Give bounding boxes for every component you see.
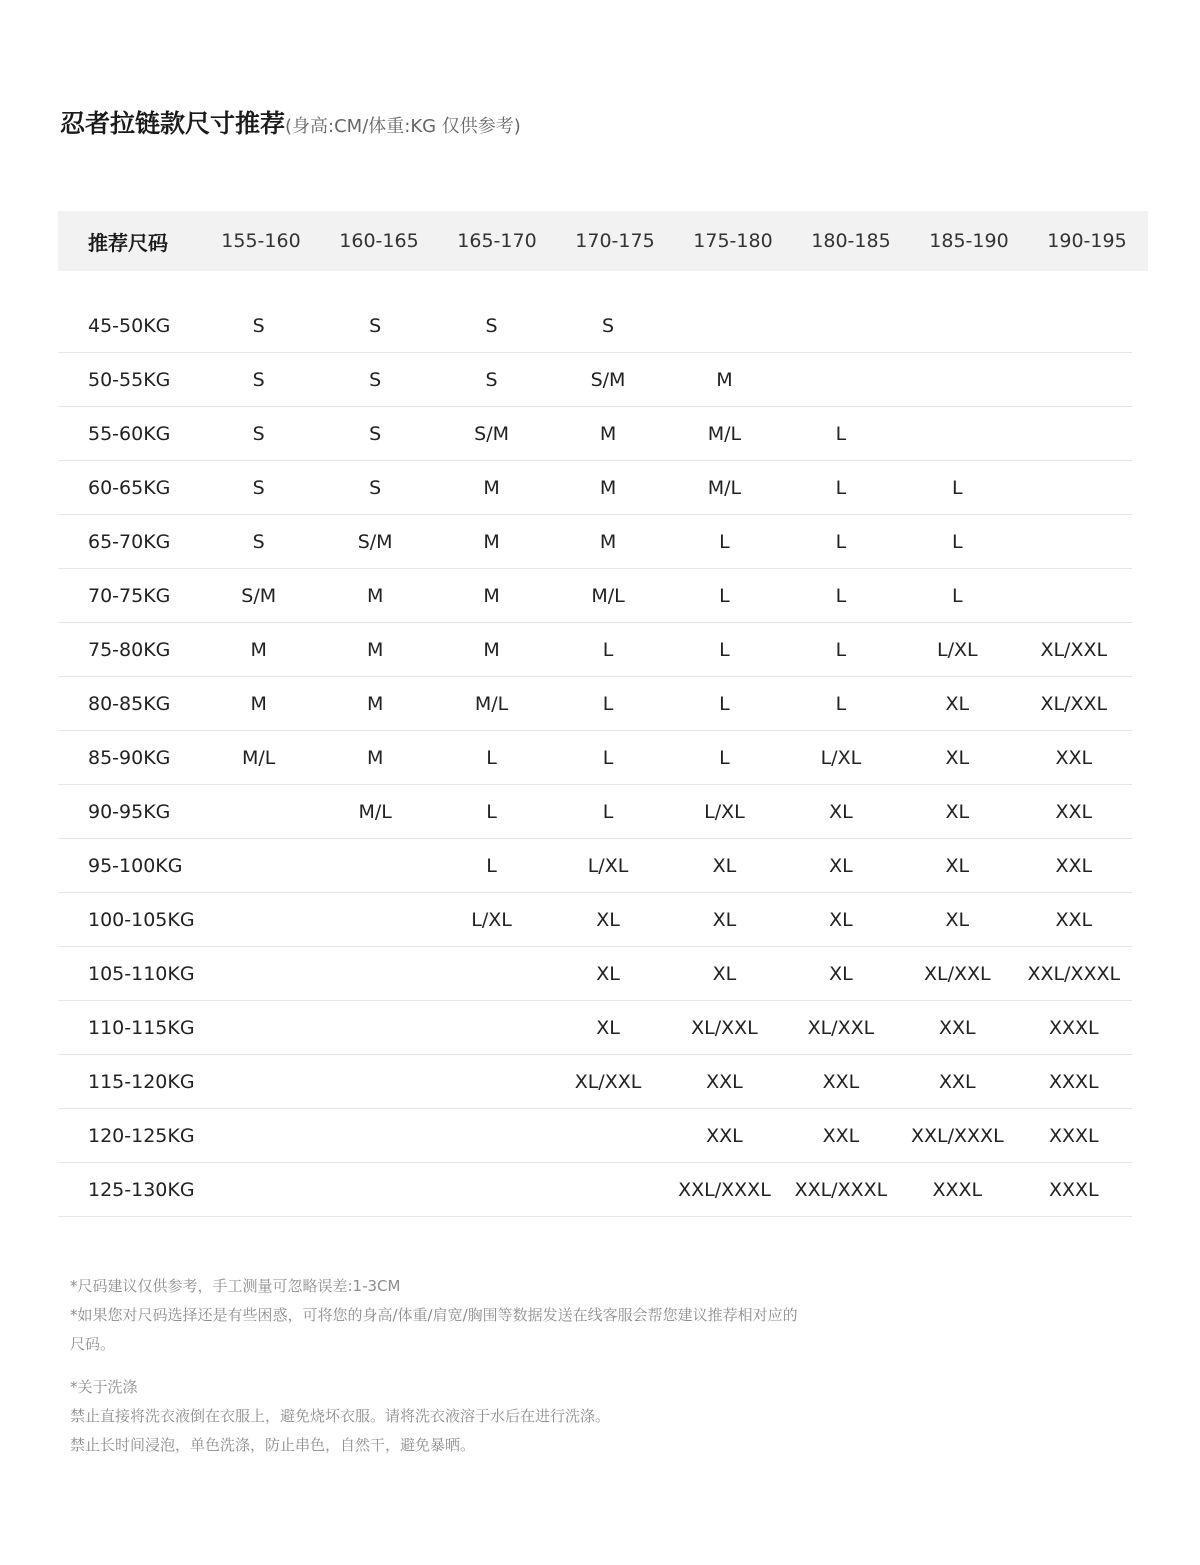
- header-height-column: 155-160: [221, 230, 301, 252]
- size-cell: L: [486, 746, 497, 769]
- size-cell: XL: [945, 908, 970, 931]
- table-row: [58, 893, 1132, 947]
- table-row: [58, 1163, 1132, 1217]
- size-cell: XL/XXL: [807, 1016, 875, 1039]
- table-header-row: [58, 211, 1148, 271]
- size-cell: M: [366, 692, 384, 715]
- weight-label: 90-95KG: [88, 800, 171, 823]
- size-cell: L: [835, 422, 847, 445]
- size-cell: XXL: [1055, 908, 1093, 931]
- table-row: [58, 731, 1132, 785]
- weight-label: 70-75KG: [88, 584, 171, 607]
- size-cell: XXXL: [1048, 1178, 1099, 1201]
- size-cell: M: [483, 584, 500, 607]
- size-cell: L: [835, 692, 847, 715]
- size-cell: S: [252, 368, 265, 391]
- size-cell: S: [252, 422, 265, 445]
- size-cell: M/L: [707, 476, 742, 499]
- size-cell: S: [252, 314, 265, 337]
- size-cell: XL/XXL: [1040, 692, 1108, 715]
- size-cell: XXL/XXXL: [911, 1124, 1004, 1147]
- size-cell: XL: [945, 692, 970, 715]
- header-height-column: 190-195: [1047, 230, 1127, 252]
- size-cell: XXL: [1055, 854, 1093, 877]
- size-cell: XL: [712, 854, 737, 877]
- size-cell: XXL: [706, 1070, 743, 1093]
- size-cell: L/XL: [820, 746, 862, 769]
- weight-label: 75-80KG: [88, 638, 171, 661]
- size-cell: L: [952, 476, 963, 499]
- size-cell: M/L: [242, 746, 276, 769]
- size-cell: M/L: [358, 800, 392, 823]
- size-cell: XL: [945, 800, 970, 823]
- size-cell: XXL/XXXL: [794, 1178, 888, 1201]
- weight-label: 95-100KG: [88, 854, 183, 877]
- table-row: [58, 569, 1132, 623]
- weight-label: 100-105KG: [88, 908, 195, 931]
- size-cell: M: [366, 746, 384, 769]
- notes-section: [70, 1272, 798, 1460]
- size-cell: S: [252, 530, 265, 553]
- table-row: [58, 839, 1132, 893]
- weight-label: 110-115KG: [88, 1016, 195, 1039]
- note-consult: *如果您对尺码选择还是有些困惑，可将您的身高/体重/肩宽/胸围等数据发送在线客服会帮您建议推荐相对应的: [70, 1306, 798, 1324]
- size-cell: XL/XXL: [1040, 638, 1108, 661]
- weight-label: 80-85KG: [88, 692, 171, 715]
- size-cell: S/M: [590, 368, 626, 391]
- size-cell: L: [835, 638, 847, 661]
- size-cell: XXXL: [932, 1178, 983, 1201]
- size-cell: S/M: [357, 530, 393, 553]
- weight-label: 85-90KG: [88, 746, 171, 769]
- size-cell: M: [250, 692, 267, 715]
- size-cell: M: [599, 530, 617, 553]
- weight-label: 55-60KG: [88, 422, 171, 445]
- size-cell: XXL/XXXL: [1027, 962, 1121, 985]
- size-cell: M/L: [707, 422, 742, 445]
- size-cell: XXL: [939, 1070, 976, 1093]
- size-cell: XXXL: [1048, 1124, 1099, 1147]
- size-cell: S: [369, 422, 382, 445]
- title-main: 忍者拉链款尺寸推荐: [60, 109, 286, 138]
- size-cell: XXL: [1055, 800, 1093, 823]
- size-cell: XXXL: [1048, 1070, 1099, 1093]
- size-cell: L: [486, 854, 497, 877]
- size-cell: M: [250, 638, 267, 661]
- table-row: [58, 947, 1132, 1001]
- weight-label: 125-130KG: [88, 1178, 195, 1201]
- note-measurement: *尺码建议仅供参考，手工测量可忽略误差:1-3CM: [70, 1277, 401, 1295]
- table-row: [58, 785, 1132, 839]
- size-cell: M/L: [474, 692, 509, 715]
- size-cell: M: [366, 584, 384, 607]
- table-row: [58, 407, 1132, 461]
- title-subtitle: (身高:CM/体重:KG 仅供参考): [285, 116, 521, 137]
- size-cell: L: [602, 692, 614, 715]
- weight-label: 115-120KG: [88, 1070, 195, 1093]
- size-cell: XXL: [822, 1124, 860, 1147]
- notes-spacer: [70, 1359, 798, 1373]
- size-cell: L: [719, 746, 730, 769]
- size-cell: L: [486, 800, 497, 823]
- size-cell: XL/XXL: [574, 1070, 642, 1093]
- size-recommendation-table: [58, 211, 1148, 1217]
- table-row: [58, 1109, 1132, 1163]
- size-cell: S: [485, 314, 498, 337]
- table-row: [58, 1001, 1132, 1055]
- size-cell: M: [366, 638, 384, 661]
- size-cell: M: [483, 530, 500, 553]
- wash-instruction: 禁止长时间浸泡，单色洗涤，防止串色，自然干，避免暴晒。: [70, 1436, 476, 1454]
- page-title: [60, 104, 521, 147]
- size-cell: M: [599, 476, 617, 499]
- size-cell: XL/XXL: [924, 962, 991, 985]
- size-cell: L: [719, 692, 730, 715]
- size-cell: XL: [829, 962, 853, 985]
- size-cell: S: [252, 476, 265, 499]
- size-cell: XL: [596, 908, 620, 931]
- header-height-column: 160-165: [339, 230, 419, 252]
- size-cell: S: [601, 314, 615, 337]
- table-row: [58, 677, 1132, 731]
- wash-title: *关于洗涤: [70, 1378, 138, 1396]
- size-cell: M: [483, 638, 500, 661]
- size-cell: XL/XXL: [691, 1016, 758, 1039]
- header-height-column: 165-170: [457, 230, 537, 252]
- size-cell: XXL: [822, 1070, 860, 1093]
- size-cell: L: [835, 584, 847, 607]
- size-cell: L: [602, 638, 614, 661]
- size-cell: L: [719, 638, 730, 661]
- note-consult-continued: 尺码。: [70, 1335, 116, 1353]
- wash-instruction: 禁止直接将洗衣液倒在衣服上，避免烧坏衣服。请将洗衣液溶于水后在进行洗涤。: [70, 1407, 611, 1425]
- size-cell: M: [599, 422, 617, 445]
- size-cell: L: [952, 584, 963, 607]
- size-cell: L: [835, 530, 847, 553]
- size-cell: XL: [596, 1016, 620, 1039]
- table-row: [58, 515, 1132, 569]
- size-cell: XXXL: [1048, 1016, 1099, 1039]
- size-cell: L/XL: [704, 800, 745, 823]
- size-cell: S: [369, 476, 382, 499]
- size-cell: XL: [829, 908, 853, 931]
- weight-label: 50-55KG: [88, 368, 171, 391]
- size-cell: L: [835, 476, 847, 499]
- size-cell: XL: [945, 746, 970, 769]
- size-cell: XXL: [939, 1016, 976, 1039]
- size-cell: L: [602, 746, 614, 769]
- header-height-column: 180-185: [811, 230, 891, 252]
- size-cell: XL: [712, 908, 737, 931]
- table-row: [58, 299, 1132, 353]
- size-cell: XL: [945, 854, 970, 877]
- weight-label: 45-50KG: [88, 314, 171, 337]
- size-cell: L/XL: [471, 908, 512, 931]
- table-body: [58, 299, 1132, 1217]
- size-cell: M/L: [591, 584, 625, 607]
- weight-label: 60-65KG: [88, 476, 171, 499]
- size-cell: L/XL: [587, 854, 629, 877]
- size-cell: S: [369, 314, 382, 337]
- size-cell: L: [719, 530, 730, 553]
- weight-label: 65-70KG: [88, 530, 171, 553]
- table-row: [58, 461, 1132, 515]
- size-cell: L: [719, 584, 730, 607]
- size-cell: XL: [712, 962, 737, 985]
- size-cell: S: [485, 368, 498, 391]
- size-cell: S: [369, 368, 382, 391]
- header-height-column: 175-180: [693, 230, 773, 252]
- size-cell: M: [716, 368, 733, 391]
- table-row: [58, 1055, 1132, 1109]
- header-label: 推荐尺码: [88, 230, 168, 255]
- size-cell: XXL: [1055, 746, 1093, 769]
- size-cell: S/M: [474, 422, 509, 445]
- header-height-column: 170-175: [575, 230, 655, 252]
- size-cell: XL: [596, 962, 620, 985]
- table-row: [58, 623, 1132, 677]
- weight-label: 105-110KG: [88, 962, 195, 985]
- size-cell: XXL: [706, 1124, 743, 1147]
- size-cell: L: [952, 530, 963, 553]
- size-cell: L: [602, 800, 614, 823]
- size-cell: XL: [829, 854, 853, 877]
- size-cell: XXL/XXXL: [678, 1178, 771, 1201]
- size-cell: XL: [829, 800, 853, 823]
- table-row: [58, 353, 1132, 407]
- size-cell: L/XL: [937, 638, 978, 661]
- weight-label: 120-125KG: [88, 1124, 195, 1147]
- size-cell: M: [483, 476, 500, 499]
- size-cell: S/M: [241, 584, 277, 607]
- header-height-column: 185-190: [929, 230, 1009, 252]
